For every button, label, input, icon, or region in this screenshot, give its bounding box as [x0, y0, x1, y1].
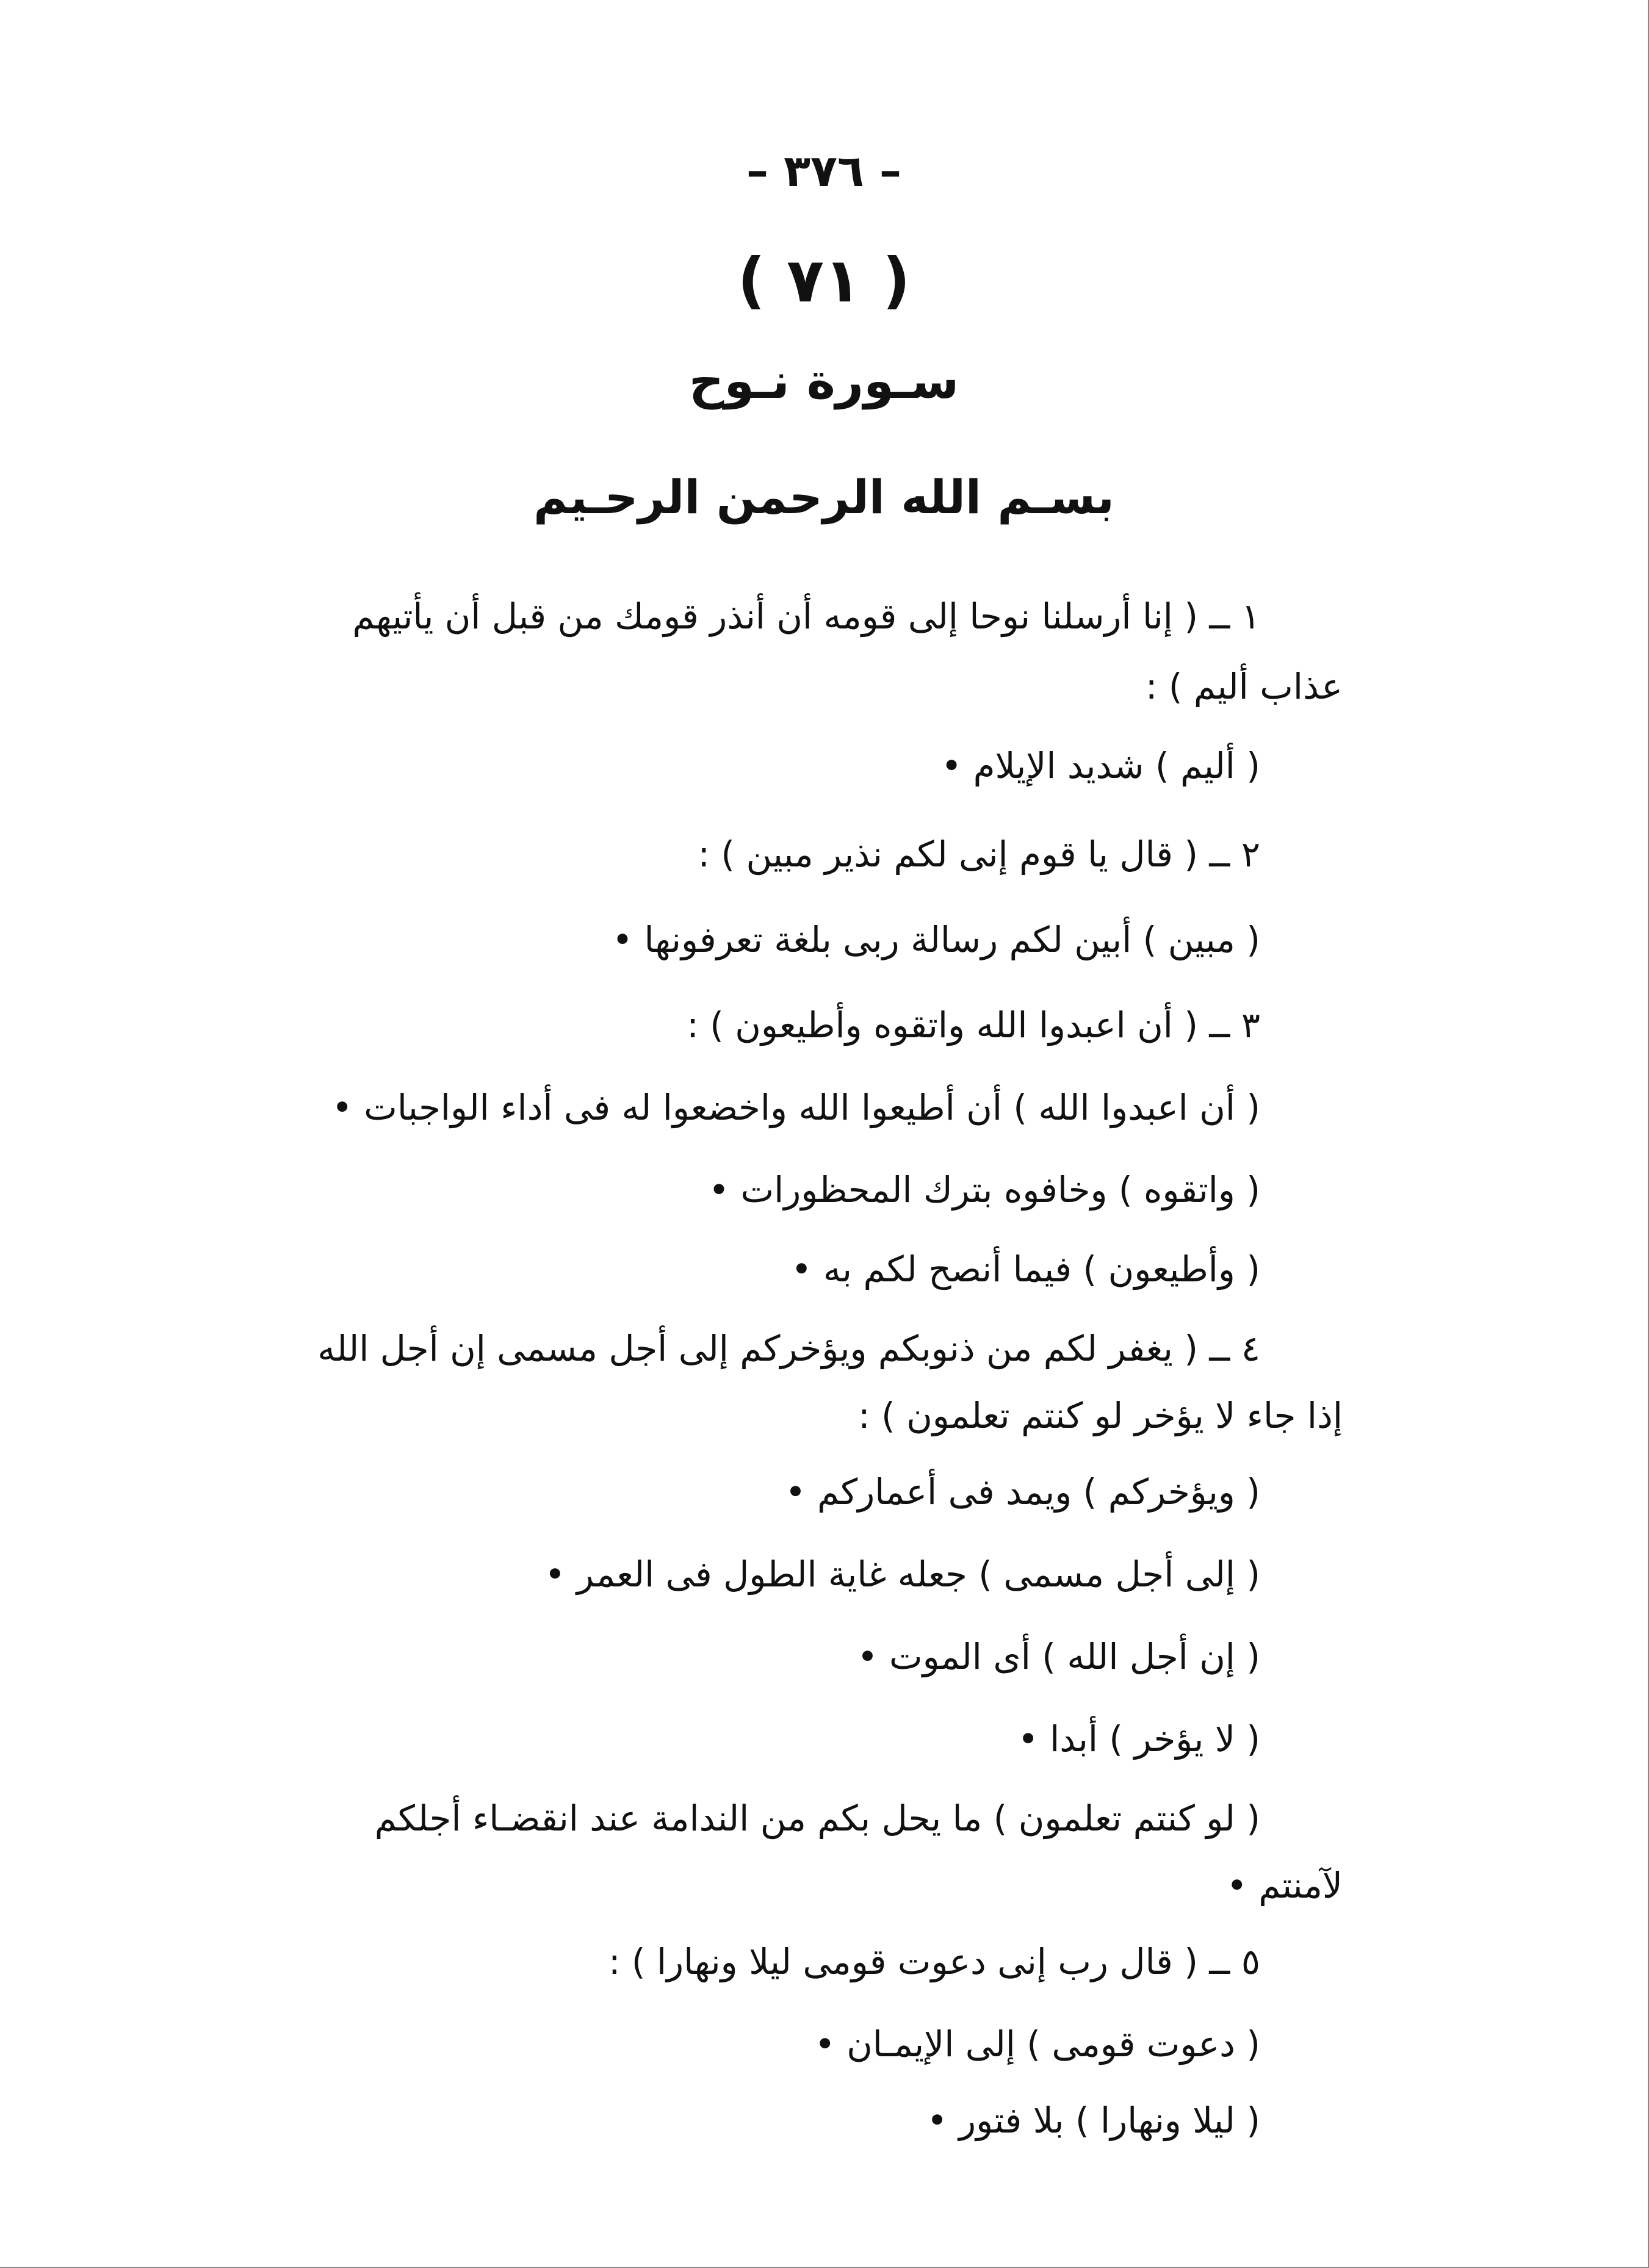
gloss-line-2: لآمنتم •	[1226, 1865, 1343, 1906]
gloss-line: ( إن أجل الله ) أى الموت •	[857, 1636, 1260, 1677]
surah-number: ( ٧١ )	[737, 245, 911, 316]
basmala: بسـم الله الرحمن الرحـيم	[533, 470, 1114, 524]
gloss-line: ( أن اعبدوا الله ) أن أطيعوا الله واخضعوا له فى أداء الواجبات •	[331, 1087, 1260, 1128]
gloss-line: ( أليم ) شديد الإيلام •	[940, 745, 1260, 787]
verse-2: ٢ ــ ( قال يا قوم إنى لكم نذير مبين ) :	[698, 833, 1260, 875]
verse-3: ٣ ــ ( أن اعبدوا الله واتقوه وأطيعون ) :	[687, 1004, 1260, 1046]
verse-1-line-2: عذاب أليم ) :	[1145, 666, 1343, 707]
gloss-line: ( مبين ) أبين لكم رسالة ربى بلغة تعرفونها •	[612, 919, 1260, 960]
gloss-line: ( دعوت قومى ) إلى الإيمـان •	[814, 2023, 1260, 2065]
page-number: – ٣٧٦ –	[746, 145, 901, 196]
gloss-line-1: ( لو كنتم تعلمون ) ما يحل بكم من الندامة عند انقضـاء أجلكم	[374, 1798, 1260, 1839]
gloss-line: ( ليلا ونهارا ) بلا فتور •	[926, 2100, 1260, 2141]
gloss-line: ( إلى أجل مسمى ) جعله غاية الطول فى العمر •	[544, 1553, 1260, 1595]
surah-title: سـورة نـوح	[688, 353, 959, 409]
gloss-line: ( واتقوه ) وخافوه بترك المحظورات •	[708, 1169, 1260, 1211]
gloss-line: ( وأطيعون ) فيما أنصح لكم به •	[791, 1248, 1260, 1290]
verse-4-line-1: ٤ ــ ( يغفر لكم من ذنوبكم ويؤخركم إلى أجل مسمى إن أجل الله	[317, 1328, 1260, 1369]
verse-1-line-1: ١ ــ ( إنا أرسلنا نوحا إلى قومه أن أنذر قومك من قبل أن يأتيهم	[352, 596, 1260, 637]
gloss-line: ( لا يؤخر ) أبدا •	[1017, 1718, 1260, 1760]
verse-4-line-2: إذا جاء لا يؤخر لو كنتم تعلمون ) :	[858, 1395, 1343, 1436]
gloss-line: ( ويؤخركم ) ويمد فى أعماركم •	[785, 1471, 1260, 1513]
verse-5: ٥ ــ ( قال رب إنى دعوت قومى ليلا ونهارا ) :	[608, 1941, 1260, 1982]
